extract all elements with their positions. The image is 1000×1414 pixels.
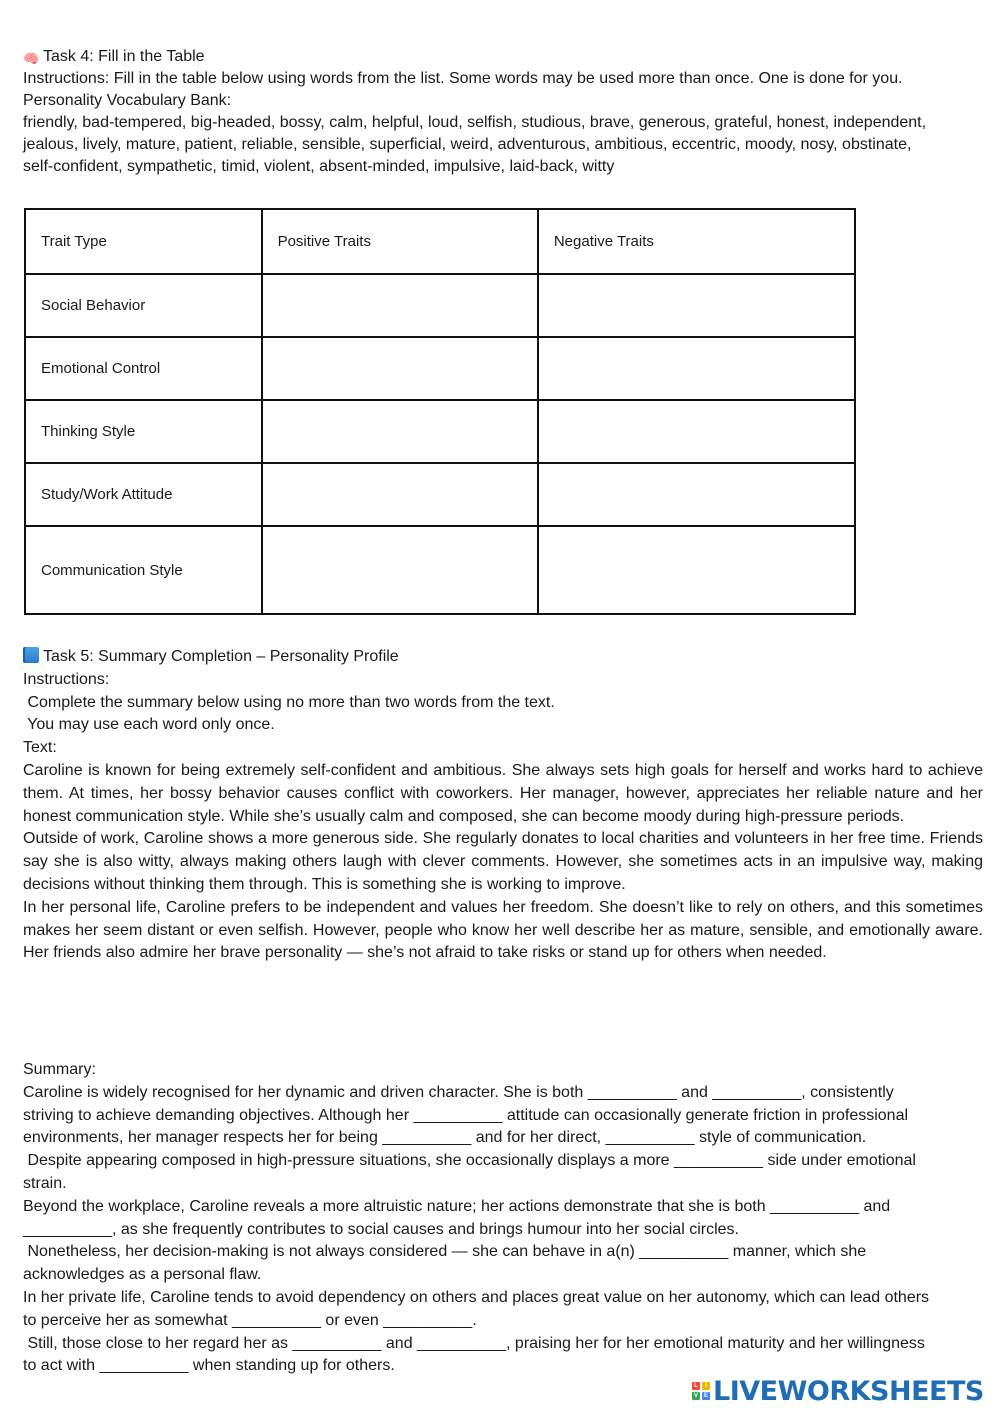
vocab-bank-line: friendly, bad-tempered, big-headed, bossy, calm, helpful, loud, selfish, studious, brave, generous, grateful, honest, independent, [23, 114, 927, 131]
trait-type-cell: Communication Style [25, 526, 262, 614]
traits-table [24, 208, 856, 615]
table-row [25, 463, 855, 526]
logo-block: V [693, 1393, 698, 1399]
summary-line[interactable]: Caroline is widely recognised for her dynamic and driven character. She is both __________ and __________, consistently [23, 1083, 894, 1101]
task5-instruction-line: You may use each word only once. [23, 716, 275, 734]
text-paragraph: Caroline is known for being extremely self-confident and ambitious. She always sets high goals for herself and works hard to achieve them. At times, her bossy behavior causes conflict with coworkers. Her manager, however, appreciates her reliable nature and her honest communication style. While she’s usually calm and composed, she can become moody during high-pressure periods. [23, 761, 983, 825]
logo-text: LIVEWORKSHEETS [713, 1375, 984, 1407]
table-row [25, 400, 855, 463]
summary-line[interactable]: to perceive her as somewhat __________ or even __________. [23, 1311, 477, 1329]
logo-block: I [702, 1382, 710, 1390]
task5-title-line [23, 646, 983, 669]
task4-instructions: Instructions: Fill in the table below using words from the list. Some words may be used more than once. One is done for you. [23, 70, 903, 87]
vocab-bank-label: Personality Vocabulary Bank: [23, 92, 232, 109]
header-negative-traits: Negative Traits [538, 209, 855, 274]
summary-line: In her private life, Caroline tends to avoid dependency on others and places great value on her autonomy, which can lead others [23, 1288, 930, 1306]
task5-instruction-line: Complete the summary below using no more than two words from the text. [23, 693, 555, 711]
summary-line[interactable]: Despite appearing composed in high-pressure situations, she occasionally displays a more __________ side under emotional [23, 1152, 916, 1170]
table-row [25, 337, 855, 400]
negative-traits-cell[interactable] [538, 400, 855, 463]
text-paragraph: Outside of work, Caroline shows a more generous side. She regularly donates to local charities and volunteers in her free time. Friends say she is also witty, always making others laugh with clever comments. However, she sometimes acts in an impulsive way, making decisions without thinking them through. This is something she is working to improve. [23, 830, 983, 893]
positive-traits-cell[interactable] [262, 400, 538, 463]
vocab-bank-line: self-confident, sympathetic, timid, violent, absent-minded, impulsive, laid-back, witty [23, 158, 615, 175]
summary-line[interactable]: Beyond the workplace, Caroline reveals a more altruistic nature; her actions demonstrate that she is both __________ and [23, 1197, 891, 1215]
trait-type-cell: Thinking Style [25, 400, 262, 463]
summary-line[interactable]: __________, as she frequently contributes to social causes and brings humour into her social circles. [23, 1220, 739, 1238]
task4-title: Task 4: Fill in the Table [43, 48, 205, 65]
task5-section [23, 646, 983, 965]
trait-type-cell: Social Behavior [25, 274, 262, 337]
table-header-row [25, 209, 855, 274]
summary-line[interactable]: environments, her manager respects her for being __________ and for her direct, __________ style of communication. [23, 1129, 867, 1147]
negative-traits-cell[interactable] [538, 337, 855, 400]
summary-line[interactable]: Still, those close to her regard her as __________ and __________, praising her for her emotional maturity and her willingness [23, 1334, 925, 1352]
positive-traits-cell[interactable] [262, 463, 538, 526]
header-trait-type: Trait Type [25, 209, 262, 274]
logo-blocks-icon [692, 1382, 710, 1400]
positive-traits-cell[interactable] [262, 274, 538, 337]
logo-block: L [692, 1382, 700, 1390]
liveworksheets-logo [692, 1376, 984, 1406]
summary-line: strain. [23, 1174, 67, 1192]
text-paragraph: In her personal life, Caroline prefers to be independent and values her freedom. She doesn’t like to rely on others, and this sometimes makes her seem distant or even selfish. However, people who know her well describe her as mature, sensible, and emotionally aware. Her friends also admire her brave personality — she’s not afraid to take risks or stand up for others when needed. [23, 898, 983, 962]
table-row [25, 526, 855, 614]
summary-label: Summary: [23, 1061, 96, 1078]
trait-type-cell: Emotional Control [25, 337, 262, 400]
negative-traits-cell[interactable] [538, 526, 855, 614]
task4-section [23, 46, 983, 178]
trait-type-cell: Study/Work Attitude [25, 463, 262, 526]
summary-section [23, 1059, 983, 1378]
brain-icon: 🧠 [23, 51, 40, 66]
positive-traits-cell[interactable] [262, 526, 538, 614]
summary-line: acknowledges as a personal flaw. [23, 1266, 262, 1284]
vocab-bank-line: jealous, lively, mature, patient, reliable, sensible, superficial, weird, adventurous, ambitious, eccentric, moody, nosy, obstinate, [23, 136, 912, 153]
text-label: Text: [23, 739, 57, 757]
blue-book-icon [23, 647, 39, 663]
negative-traits-cell[interactable] [538, 274, 855, 337]
summary-line[interactable]: striving to achieve demanding objectives. Although her __________ attitude can occasionally generate friction in professional [23, 1106, 909, 1124]
summary-line[interactable]: to act with __________ when standing up for others. [23, 1357, 395, 1375]
task4-title-line [23, 46, 983, 68]
logo-block: E [703, 1393, 708, 1399]
task5-title: Task 5: Summary Completion – Personality Profile [43, 648, 399, 665]
header-positive-traits: Positive Traits [262, 209, 538, 274]
table-row [25, 274, 855, 337]
task5-instructions-label: Instructions: [23, 670, 110, 688]
positive-traits-cell[interactable] [262, 337, 538, 400]
negative-traits-cell[interactable] [538, 463, 855, 526]
summary-line[interactable]: Nonetheless, her decision-making is not always considered — she can behave in a(n) __________ manner, which she [23, 1243, 867, 1261]
